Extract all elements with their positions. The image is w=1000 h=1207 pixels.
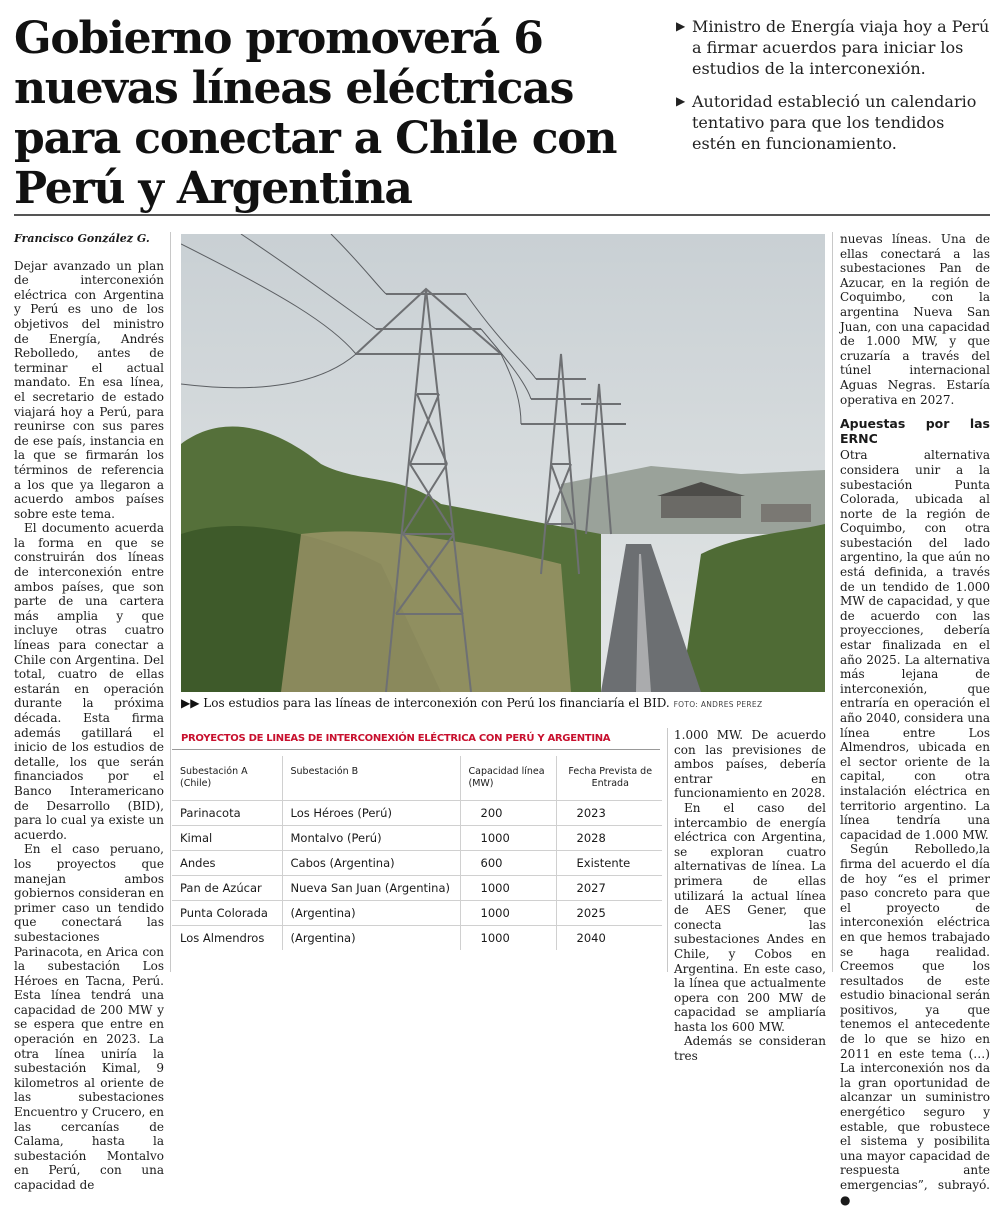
table-cell: (Argentina) — [282, 901, 460, 926]
summary-bullet-text: Ministro de Energía viaja hoy a Perú a firmar acuerdos para iniciar los estudios de la interconexión. — [692, 17, 990, 78]
table-row — [172, 926, 662, 951]
paragraph: Otra alternativa considera unir a la subestación Punta Colorada, ubicada al norte de la región de Coquimbo, con otra subestación del lado argentino, la que aún no está definida, a través de un tendido de 1.000 MW de capacidad, y que de acuerdo con las proyecciones, debería estar finalizada en el año 2025. La alternativa más lejana de interconexión, que entraría en operación el año 2040, considera una línea entre Los Almendros, ubicada en el sector oriente de la capital, con otra instalación eléctrica en territorio argentino. La línea tendría una capacidad de 1.000 MW. — [840, 448, 990, 842]
projects-table — [172, 756, 662, 950]
photo-power-lines — [181, 234, 825, 692]
paragraph: El documento acuerda la forma en que se construirán dos líneas de interconexión entre ambos países, que son parte de una cartera más amplia y que incluye otras cuatro líneas para conectar a Chile con Argentina. Del total, cuatro de ellas estarán en operación durante la próxima década. Esta firma además gatillará el inicio de los estudios de detalle, los que serán financiados por el Banco Interamericano de Desarrollo (BID), para lo cual ya existe un acuerdo. — [14, 521, 164, 842]
paragraph: Dejar avanzado un plan de interconexión eléctrica con Argentina y Perú es uno de los objetivos del ministro de Energía, Andrés Rebolledo, antes de terminar el actual mandato. En esa línea, el secretario de estado viajará hoy a Perú, para reunirse con sus pares de ese país, instancia en la que se firmarán los términos de referencia a los que ya llegaron a acuerdo ambos países sobre este tema. — [14, 258, 164, 521]
section-subhead: Apuestas por las ERNC — [840, 416, 990, 446]
paragraph: En el caso del intercambio de energía eléctrica con Argentina, se exploran cuatro alternativas de línea. La primera de ellas utilizará la actual línea de AES Gener, que conecta las subestaciones Andes en Chile, y Cobos en Argentina. En este caso, la línea que actualmente opera con 200 MW de capacidad se ampliaría hasta los 600 MW. — [674, 800, 826, 1034]
table-title: PROYECTOS DE LINEAS DE INTERCONEXIÓN ELÉCTRICA CON PERÚ Y ARGENTINA — [181, 733, 611, 744]
table-cell: Pan de Azúcar — [172, 876, 282, 901]
table-cell: Existente — [556, 851, 662, 876]
table-cell: Nueva San Juan (Argentina) — [282, 876, 460, 901]
table-row — [172, 851, 662, 876]
table-cell: Kimal — [172, 826, 282, 851]
table-row — [172, 801, 662, 826]
paragraph: 1.000 MW. De acuerdo con las previsiones de ambos países, debería entrar en funcionamiento en 2028. — [674, 728, 826, 801]
table-cell: Los Héroes (Perú) — [282, 801, 460, 826]
table-title-rule — [172, 749, 660, 750]
triangle-right-icon: ▶ — [676, 19, 686, 33]
paragraph: nuevas líneas. Una de ellas conectará a las subestaciones Pan de Azucar, en la región de Coquimbo, con la argentina Nueva San Juan, con una capacidad de 1.000 MW, y que cruzaría a través del túnel internacional Aguas Negras. Estaría operativa en 2027. — [840, 232, 990, 407]
table-cell: 600 — [460, 851, 556, 876]
table-header-row — [172, 756, 662, 801]
table-row — [172, 901, 662, 926]
column-divider — [170, 232, 171, 972]
table-cell: 2028 — [556, 826, 662, 851]
header-rule — [14, 214, 990, 216]
table-cell: Los Almendros — [172, 926, 282, 951]
table-cell: (Argentina) — [282, 926, 460, 951]
author-byline: Francisco González G. — [14, 232, 150, 245]
table-cell: 2027 — [556, 876, 662, 901]
paragraph: En el caso peruano, los proyectos que manejan ambos gobiernos consideran en primer caso un tendido que conectará las subestaciones Parinacota, en Arica con la subestación Los Héroes en Tacna, Perú. Esta línea tendrá una capacidad de 200 MW y se espera que entre en operación en 2023. La otra línea uniría la subestación Kimal, 9 kilometros al oriente de las subestaciones Encuentro y Crucero, en las cercanías de Calama, hasta la subestación Montalvo en Perú, con una capacidad de — [14, 842, 164, 1192]
table-cell: Punta Colorada — [172, 901, 282, 926]
table-cell: 1000 — [460, 901, 556, 926]
summary-bullets — [676, 16, 992, 166]
table-cell: 1000 — [460, 926, 556, 951]
article-column-1 — [14, 232, 164, 1193]
table-cell: Montalvo (Perú) — [282, 826, 460, 851]
table-cell: Andes — [172, 851, 282, 876]
triangle-right-icon: ▶ — [676, 94, 686, 108]
column-header: Capacidad línea (MW) — [460, 756, 556, 801]
summary-bullet — [676, 91, 992, 154]
table-cell: 200 — [460, 801, 556, 826]
article-column-3 — [674, 728, 826, 1064]
end-mark-icon: ● — [840, 1192, 851, 1207]
table-row — [172, 826, 662, 851]
column-divider — [667, 728, 668, 972]
summary-bullet — [676, 16, 992, 79]
caption-arrows-icon: ▶▶ — [181, 696, 200, 710]
column-header: Subestación A (Chile) — [180, 766, 248, 789]
table-cell: Cabos (Argentina) — [282, 851, 460, 876]
paragraph-text: Según Rebolledo,la firma del acuerdo el día de hoy “es el primer paso concreto para que el proyecto de interconexión eléctrica en que hemos trabajado se haga realidad. Creemos que los resultados de este estudio binacional serán positivos, ya que tenemos el antecedente de lo que se hizo en 2011 en este tema (…) La interconexión nos da la gran oportunidad de alcanzar un suministro energético seguro y estable, que robustece el sistema y posibilita una mayor capacidad de respuesta ante emergencias”, subrayó. — [840, 842, 990, 1192]
power-lines-illustration — [181, 234, 825, 692]
article-column-4 — [840, 232, 990, 1207]
table-cell: 1000 — [460, 876, 556, 901]
column-divider — [832, 232, 833, 972]
photo-caption — [181, 696, 825, 712]
photo-credit: FOTO: ANDRES PEREZ — [673, 700, 763, 709]
paragraph: Además se consideran tres — [674, 1034, 826, 1064]
summary-bullet-text: Autoridad estableció un calendario tentativo para que los tendidos estén en funcionamiento. — [692, 92, 977, 153]
column-header: Subestación B — [282, 756, 460, 801]
table-cell: 2040 — [556, 926, 662, 951]
table-cell: 2025 — [556, 901, 662, 926]
table-row — [172, 876, 662, 901]
paragraph — [840, 842, 990, 1207]
table-cell: 1000 — [460, 826, 556, 851]
column-header: Fecha Prevista de Entrada — [556, 756, 662, 801]
caption-text: Los estudios para las líneas de interconexión con Perú los financiaría el BID. — [203, 696, 670, 710]
table-cell: Parinacota — [172, 801, 282, 826]
table-cell: 2023 — [556, 801, 662, 826]
headline: Gobierno promoverá 6 nuevas líneas eléctricas para conectar a Chile con Perú y Argentina — [14, 13, 617, 214]
